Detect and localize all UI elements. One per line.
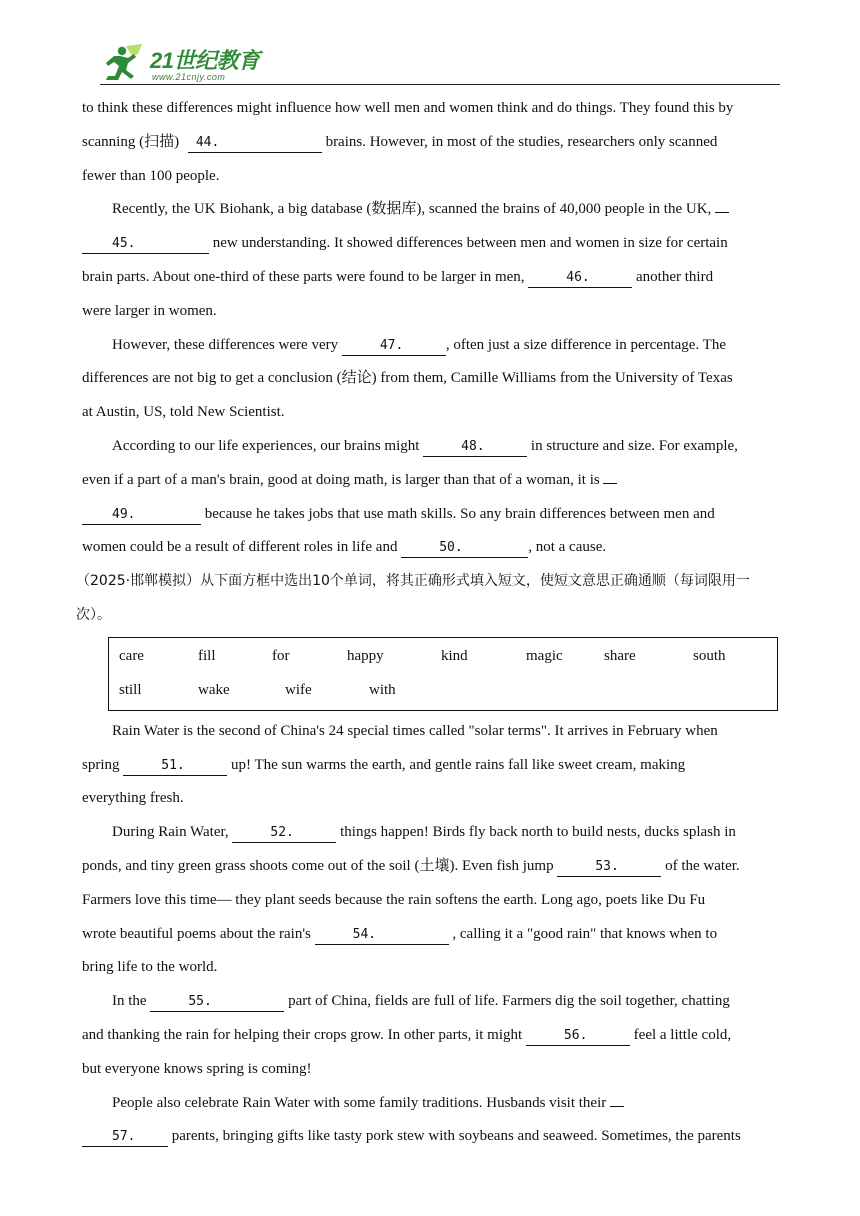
text-run: People also celebrate Rain Water with some family traditions. Husbands visit their	[112, 1094, 610, 1111]
text-run: According to our life experiences, our brains might	[112, 437, 424, 454]
word-box-row-2	[119, 674, 777, 708]
word-option: south	[693, 647, 726, 664]
blank-45-lead	[715, 212, 729, 213]
page-header	[100, 40, 780, 88]
text-run: up! The sun warms the earth, and gentle rains fall like sweet cream, making	[227, 756, 686, 773]
word-option: magic	[526, 647, 563, 664]
logo-text: 21世纪教育	[150, 48, 260, 73]
text-line: bring life to the world.	[82, 959, 218, 976]
blank-45[interactable]: 45.	[82, 235, 209, 254]
passage1-paragraph2	[82, 193, 780, 328]
text-line: everything fresh.	[82, 790, 184, 807]
text-run: because he takes jobs that use math skills. So any brain differences between men and	[201, 505, 715, 522]
blank-51[interactable]: 51.	[123, 757, 227, 776]
text-run: spring	[82, 756, 124, 773]
text-run: During Rain Water,	[112, 824, 233, 841]
logo	[102, 42, 272, 86]
exercise-instruction: （2025·邯郸模拟）从下面方框中选出10个单词，将其正确形式填入短文，使短文意思正确通顺（每词限用一次）。	[76, 573, 750, 623]
header-rule	[100, 84, 780, 85]
blank-56[interactable]: 56.	[526, 1027, 630, 1046]
text-run: Recently, the UK Biohank, a big database (数据库), scanned the brains of 40,000 people in the UK,	[112, 201, 716, 218]
text-run: However, these differences were very	[112, 336, 342, 353]
word-option: fill	[198, 647, 216, 664]
word-option: for	[272, 647, 290, 664]
blank-55[interactable]: 55.	[150, 993, 284, 1012]
text-run: parents, bringing gifts like tasty pork stew with soybeans and seaweed. Sometimes, the parents	[168, 1128, 741, 1145]
word-option: wife	[285, 681, 312, 698]
text-run: brain parts. About one-third of these parts were found to be larger in men,	[82, 268, 529, 285]
text-run: even if a part of a man's brain, good at doing math, is larger than that of a woman, it is	[82, 471, 604, 488]
word-option: kind	[441, 647, 468, 664]
text-line: but everyone knows spring is coming!	[82, 1060, 312, 1077]
text-line: differences are not big to get a conclusion (结论) from them, Camille Williams from the University of Texas	[82, 370, 733, 387]
blank-47[interactable]: 47.	[342, 337, 446, 356]
text-run: in structure and size. For example,	[527, 437, 738, 454]
text-run: part of China, fields are full of life. Farmers dig the soil together, chatting	[284, 993, 730, 1010]
text-run: things happen! Birds fly back north to build nests, ducks splash in	[336, 824, 736, 841]
passage2-paragraph3	[82, 985, 780, 1086]
passage1-paragraph1	[82, 92, 780, 193]
blank-54[interactable]: 54.	[315, 926, 449, 945]
text-run: feel a little cold,	[629, 1026, 732, 1043]
blank-57[interactable]: 57.	[82, 1128, 168, 1147]
text-run: , not a cause.	[528, 539, 607, 556]
word-option: care	[119, 647, 144, 664]
text-run: women could be a result of different roles in life and	[82, 539, 402, 556]
blank-46[interactable]: 46.	[528, 269, 632, 288]
text-run: , calling it a "good rain" that knows when to	[448, 925, 718, 942]
blank-44[interactable]: 44.	[188, 134, 322, 153]
blank-50[interactable]: 50.	[401, 539, 528, 558]
text-line: at Austin, US, told New Scientist.	[82, 404, 285, 421]
text-run: ponds, and tiny green grass shoots come out of the soil (土壤). Even fish jump	[82, 857, 558, 874]
blank-57-lead	[610, 1106, 624, 1107]
blank-53[interactable]: 53.	[557, 858, 661, 877]
document-body	[76, 92, 780, 1154]
word-option: still	[119, 681, 142, 698]
passage1-paragraph3	[82, 329, 780, 430]
text-line: to think these differences might influence how well men and women think and do things. They found this by	[82, 100, 734, 116]
text-run: another third	[632, 268, 714, 285]
word-box	[108, 637, 778, 711]
blank-49-lead	[603, 483, 617, 484]
blank-48[interactable]: 48.	[423, 438, 527, 457]
text-line: Rain Water is the second of China's 24 special times called "solar terms". It arrives in February when	[112, 722, 718, 739]
passage2-paragraph4	[82, 1087, 780, 1155]
passage1-paragraph4	[82, 430, 780, 565]
text-run: brains. However, in most of the studies, researchers only scanned	[321, 133, 718, 150]
text-line: fewer than 100 people.	[82, 167, 220, 184]
text-line: Farmers love this time— they plant seeds because the rain softens the earth. Long ago, poets like Du Fu	[82, 891, 706, 908]
text-run: new understanding. It showed differences between men and women in size for certain	[209, 235, 728, 252]
text-run: and thanking the rain for helping their crops grow. In other parts, it might	[82, 1026, 526, 1043]
word-option: happy	[347, 647, 384, 664]
text-run: In the	[112, 993, 151, 1010]
text-line: were larger in women.	[82, 302, 217, 319]
logo-url: www.21cnjy.com	[152, 72, 226, 82]
word-option: with	[369, 681, 396, 698]
runner-logo-icon	[102, 42, 148, 84]
text-run: wrote beautiful poems about the rain's	[82, 925, 315, 942]
passage2-paragraph1	[82, 715, 780, 816]
text-run: scanning (扫描)	[82, 133, 183, 150]
word-box-row-1	[119, 640, 777, 674]
text-run: of the water.	[661, 857, 740, 874]
word-option: share	[604, 647, 636, 664]
passage2-paragraph2	[82, 816, 780, 985]
blank-49[interactable]: 49.	[82, 506, 201, 525]
word-option: wake	[198, 681, 230, 698]
text-run: , often just a size difference in percentage. The	[445, 336, 726, 353]
blank-52[interactable]: 52.	[232, 824, 336, 843]
